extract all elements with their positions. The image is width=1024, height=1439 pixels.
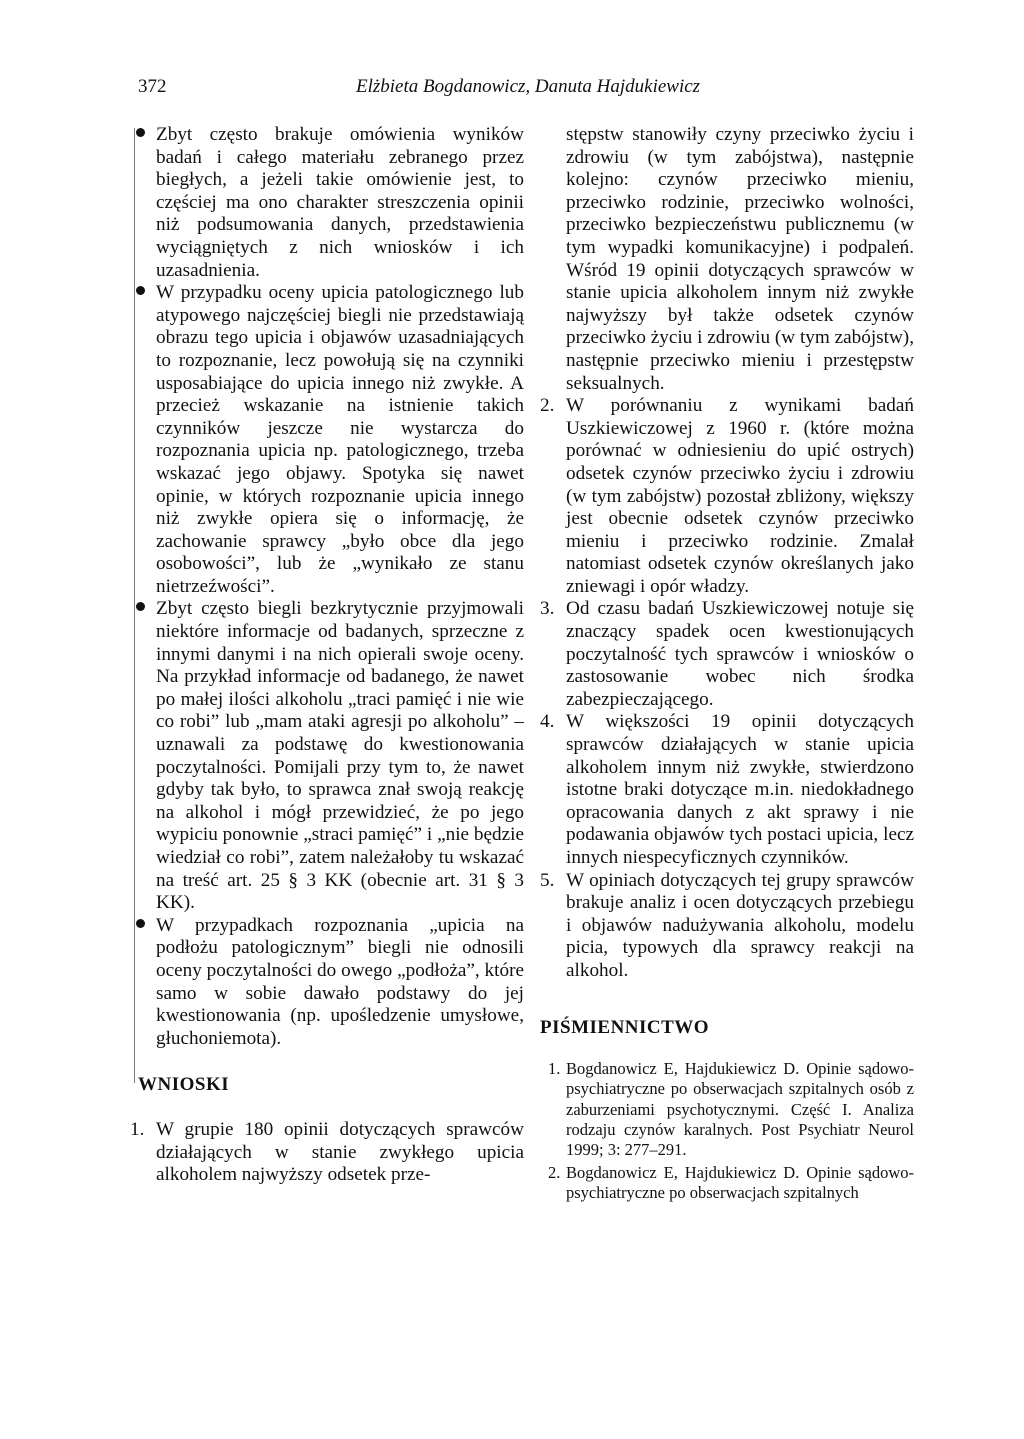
bullet-item (156, 915, 524, 1051)
bullet-dot-icon (136, 919, 145, 928)
reference-item (548, 1162, 914, 1204)
list-marker: 2. (540, 395, 555, 417)
bullet-margin-rule (134, 128, 135, 1083)
bullet-item (156, 282, 524, 598)
conclusion-text: Od czasu badań Uszkiewiczowej notuje się znaczący spadek ocen kwestionujących poczytalność tych sprawców i wniosków o zastosowanie wobec nich środka zabezpieczającego. (566, 598, 914, 710)
list-marker: 3. (540, 598, 555, 620)
bullet-text: Zbyt często biegli bezkrytycznie przyjmowali niektóre informacje od badanych, sprzeczne z innymi danymi i na nich opierali swoje oceny. Na przykład informacje od badanego, że nawet po małej ilości alkoholu „traci pamięć i nie wie co robi” lub „mam ataki agresji po alkoholu” – uznawali za podstawę do kwestionowania poczytalności. Pomijali przy tym to, że nawet gdyby tak było, to sprawca znał swoją reakcję na alkohol i mógł przewidzieć, że po jego wypiciu ponownie „straci pamięć” i „nie będzie wiedział co robi”, zatem należałoby tu wskazać na treść art. 25 § 3 KK (obecnie art. 31 § 3 KK). (156, 598, 524, 914)
conclusion-text: W opiniach dotyczących tej grupy sprawców brakuje analiz i ocen dotyczących przebiegu i objawów nadużywania alkoholu, modelu picia, typowych dla sprawcy reakcji na alkohol. (566, 869, 914, 981)
bullet-dot-icon (136, 602, 145, 611)
reference-marker: 2. (548, 1162, 561, 1182)
conclusion-item (540, 598, 914, 711)
right-column (540, 124, 914, 1203)
conclusion-item (540, 395, 914, 598)
conclusion-text: W większości 19 opinii dotyczących sprawców działających w stanie upicia alkoholem innym niż zwykłe, stwierdzono istotne braki dotyczące m.in. niedokładnego opracowania danych z akt sprawy i nie podawania objawów tych postaci upicia, lecz innych niespecyficznych czynników. (566, 711, 914, 868)
list-marker: 4. (540, 711, 555, 733)
reference-text: Bogdanowicz E, Hajdukiewicz D. Opinie sądowo-psychiatryczne po obserwacjach szpitalnych (566, 1162, 914, 1202)
conclusion-item (540, 711, 914, 869)
bullet-item (156, 124, 524, 282)
reference-list (548, 1059, 914, 1203)
continuation-text: stępstw stanowiły czyny przeciwko życiu i zdrowiu (w tym zabójstwa), następnie kolejno: czynów przeciwko mieniu, przeciwko rodzinie, przeciwko wolności, przeciwko bezpieczeństwu publicznemu (w tym wypadki komunikacyjne) i podpaleń. Wśród 19 opinii dotyczących sprawców w stanie upicia alkoholem innym niż zwykłe najwyższy był także odsetek czynów przeciwko życiu i zdrowiu (w tym zabójstw), następnie przeciwko mieniu i przestępstw seksualnych. (566, 124, 914, 394)
reference-text: Bogdanowicz E, Hajdukiewicz D. Opinie sądowo-psychiatryczne po obserwacjach szpitalnych osób z zaburzeniami psychotycznymi. Część I. Analiza rodzaju czynów karalnych. Post Psychiatr Neurol 1999; 3: 277–291. (566, 1059, 914, 1160)
section-heading-wnioski: WNIOSKI (138, 1074, 230, 1096)
list-marker: 1. (130, 1118, 145, 1140)
left-column (130, 124, 524, 1187)
running-header-authors: Elżbieta Bogdanowicz, Danuta Hajdukiewicz (356, 76, 701, 97)
bullet-text: W przypadkach rozpoznania „upicia na podłożu patologicznym” biegli nie odnosili oceny poczytalności do owego „podłoża”, które samo w sobie dawało podstawy do jej kwestionowania (np. upośledzenie umysłowe, głuchoniemota). (156, 914, 524, 1049)
page-number: 372 (138, 76, 167, 97)
bullet-text: Zbyt często brakuje omówienia wyników badań i całego materiału zebranego przez biegłych, a jeżeli takie omówienie jest, to częściej ma ono charakter streszczenia opinii niż podsumowania danych, przedstawienia wyciągniętych z nich wniosków i ich uzasadnienia. (156, 124, 524, 281)
bullet-item (156, 598, 524, 914)
section-heading-references: PIŚMIENNICTWO (540, 1016, 710, 1038)
bullet-dot-icon (136, 128, 145, 137)
conclusion-item (130, 1118, 524, 1187)
bullet-dot-icon (136, 286, 145, 295)
reference-item (548, 1059, 914, 1160)
list-marker: 5. (540, 869, 555, 891)
reference-marker: 1. (548, 1059, 561, 1079)
bullet-text: W przypadku oceny upicia patologicznego lub atypowego najczęściej biegli nie przedstawiają obrazu tego upicia i objawów uzasadniających to rozpoznanie, lecz powołują się na czynniki usposabiające do upicia innego niż zwykłe. A przecież wskazanie na istnienie takich czynników jeszcze nie wystarcza do rozpoznania upicia np. patologicznego, trzeba wskazać jego objawy. Spotyka się nawet opinie, w których rozpoznanie upicia innego niż zwykłe opiera się o informację, że zachowanie sprawcy „było obce dla jego osobowości”, lub że „wynikało ze stanu nietrzeźwości”. (156, 282, 524, 597)
conclusion-item (540, 869, 914, 983)
conclusion-text: W porównaniu z wynikami badań Uszkiewiczowej z 1960 r. (które można porównać w odniesieniu do upić ostrych) odsetek czynów przeciwko życiu i zdrowiu (w tym zabójstw) pozostał zbliżony, większy jest obecnie odsetek czynów przeciwko mieniu i przeciwko rodzinie. Zmalał natomiast odsetek czynów określanych jako zniewagi i opór władzy. (566, 395, 914, 597)
conclusion-text: W grupie 180 opinii dotyczących sprawców działających w stanie zwykłego upicia alkoholem najwyższy odsetek prze- (156, 1118, 524, 1186)
